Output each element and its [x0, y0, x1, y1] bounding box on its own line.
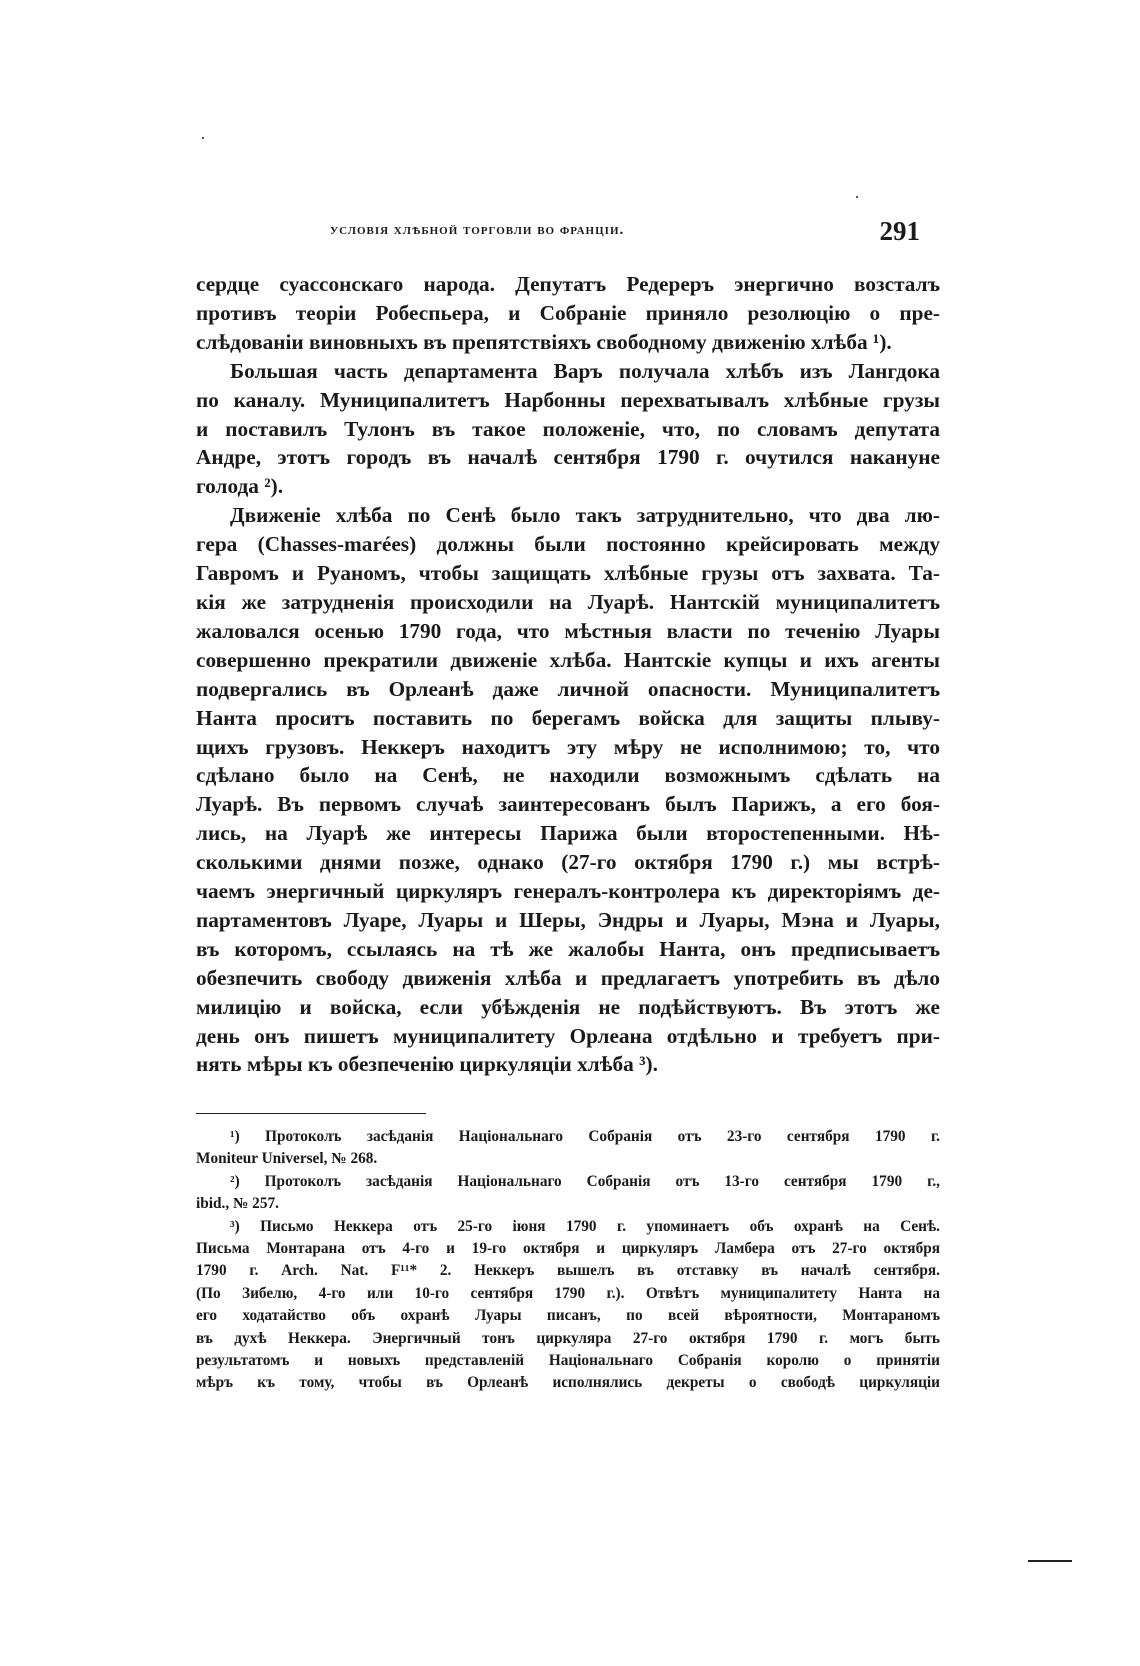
footnotes	[196, 1126, 940, 1395]
body-line: Луарѣ. Въ первомъ случаѣ заинтересованъ былъ Парижъ, а его боя-	[196, 792, 940, 817]
footnote-line: ²) Протоколъ засѣданія Національнаго Собранія отъ 13-го сентября 1790 г.,	[230, 1172, 940, 1190]
footnote-line: мѣръ къ тому, чтобы въ Орлеанѣ исполнялись декреты о свободѣ циркуляціи	[196, 1374, 940, 1392]
footnote-line: (По Зибелю, 4-го или 10-го сентября 1790 г.). Отвѣтъ муниципалитету Нанта на	[196, 1284, 940, 1302]
body-line: лись, на Луарѣ же интересы Парижа были второстепенными. Нѣ-	[196, 821, 940, 846]
footnote-separator	[196, 1113, 426, 1114]
footnote-line: ³) Письмо Неккера отъ 25-го іюня 1790 г. упоминаетъ объ охранѣ на Сенѣ.	[230, 1217, 940, 1235]
body-line: Нанта проситъ поставить по берегамъ войска для защиты плыву-	[196, 705, 940, 730]
body-line: день онъ пишетъ муниципалитету Орлеана отдѣльно и требуетъ при-	[196, 1023, 940, 1048]
footnote-line: его ходатайство объ охранѣ Луары писанъ, по всей вѣроятности, Монтараномъ	[196, 1307, 940, 1325]
body-text	[196, 270, 940, 1079]
body-line: совершенно прекратили движеніе хлѣба. Нантскіе купцы и ихъ агенты	[196, 647, 940, 672]
margin-mark	[1028, 1560, 1072, 1562]
running-title: условія хлѣбной торговли во франціи.	[330, 222, 625, 238]
body-line: жаловался осенью 1790 года, что мѣстныя власти по теченію Луары	[196, 618, 940, 643]
page-number: 291	[879, 216, 920, 246]
footnote-line: Moniteur Universel, № 268.	[196, 1150, 378, 1168]
body-line: партаментовъ Луаре, Луары и Шеры, Эндры и Луары, Мэна и Луары,	[196, 907, 940, 932]
body-line: слѣдованіи виновныхъ въ препятствіяхъ свободному движенію хлѣба ¹).	[196, 329, 892, 354]
body-line: Гавромъ и Руаномъ, чтобы защищать хлѣбные грузы отъ захвата. Та-	[196, 561, 940, 586]
running-head	[330, 216, 920, 256]
body-line: Движеніе хлѣба по Сенѣ было такъ затруднительно, что два лю-	[230, 503, 940, 528]
body-line: сдѣлано было на Сенѣ, не находили возможнымъ сдѣлать на	[196, 763, 940, 788]
footnote-line: ibid., № 257.	[196, 1195, 279, 1213]
print-speck	[202, 137, 204, 139]
body-line: нять мѣры къ обезпеченію циркуляціи хлѣба ³).	[196, 1052, 658, 1077]
body-line: Большая часть департамента Варъ получала хлѣбъ изъ Лангдока	[230, 358, 940, 383]
footnote-line: результатомъ и новыхъ представленій Національнаго Собранія королю о принятіи	[196, 1352, 940, 1370]
footnote-line: въ духѣ Неккера. Энергичный тонъ циркуляра 27-го октября 1790 г. могъ быть	[196, 1329, 940, 1347]
body-line: голода ²).	[196, 474, 284, 499]
body-line: въ которомъ, ссылаясь на тѣ же жалобы Нанта, онъ предписываетъ	[196, 936, 940, 961]
body-line: и поставилъ Тулонъ въ такое положеніе, что, по словамъ депутата	[196, 416, 940, 441]
footnote-line: 1790 г. Arch. Nat. F¹¹* 2. Неккеръ вышелъ въ отставку въ началѣ сентября.	[196, 1262, 940, 1280]
body-line: чаемъ энергичный циркуляръ генералъ-контролера къ директоріямъ де-	[196, 879, 940, 904]
body-line: сколькими днями позже, однако (27-го октября 1790 г.) мы встрѣ-	[196, 850, 940, 875]
body-line: подвергались въ Орлеанѣ даже личной опасности. Муниципалитетъ	[196, 676, 940, 701]
footnote-line: ¹) Протоколъ засѣданія Національнаго Собранія отъ 23-го сентября 1790 г.	[230, 1128, 940, 1145]
body-line: сердце суассонскаго народа. Депутатъ Редереръ энергично возсталъ	[196, 272, 940, 296]
body-line: обезпечить свободу движенія хлѣба и предлагаетъ употребить въ дѣло	[196, 965, 940, 990]
body-line: кія же затрудненія происходили на Луарѣ. Нантскій муниципалитетъ	[196, 589, 940, 614]
body-line: милицію и войска, если убѣжденія не подѣйствуютъ. Въ этотъ же	[196, 994, 940, 1019]
print-speck	[856, 196, 858, 198]
body-line: щихъ грузовъ. Неккеръ находитъ эту мѣру не исполнимою; то, что	[196, 734, 940, 759]
body-line: по каналу. Муниципалитетъ Нарбонны перехватывалъ хлѣбные грузы	[196, 387, 940, 412]
body-line: Андре, этотъ городъ въ началѣ сентября 1790 г. очутился накануне	[196, 445, 940, 470]
body-line: противъ теоріи Робеспьера, и Собраніе приняло резолюцію о пре-	[196, 300, 940, 325]
footnote-line: Письма Монтарана отъ 4-го и 19-го октября и циркуляръ Ламбера отъ 27-го октября	[196, 1240, 940, 1258]
body-line: гера (Chasses-marées) должны были постоянно крейсировать между	[196, 532, 940, 557]
